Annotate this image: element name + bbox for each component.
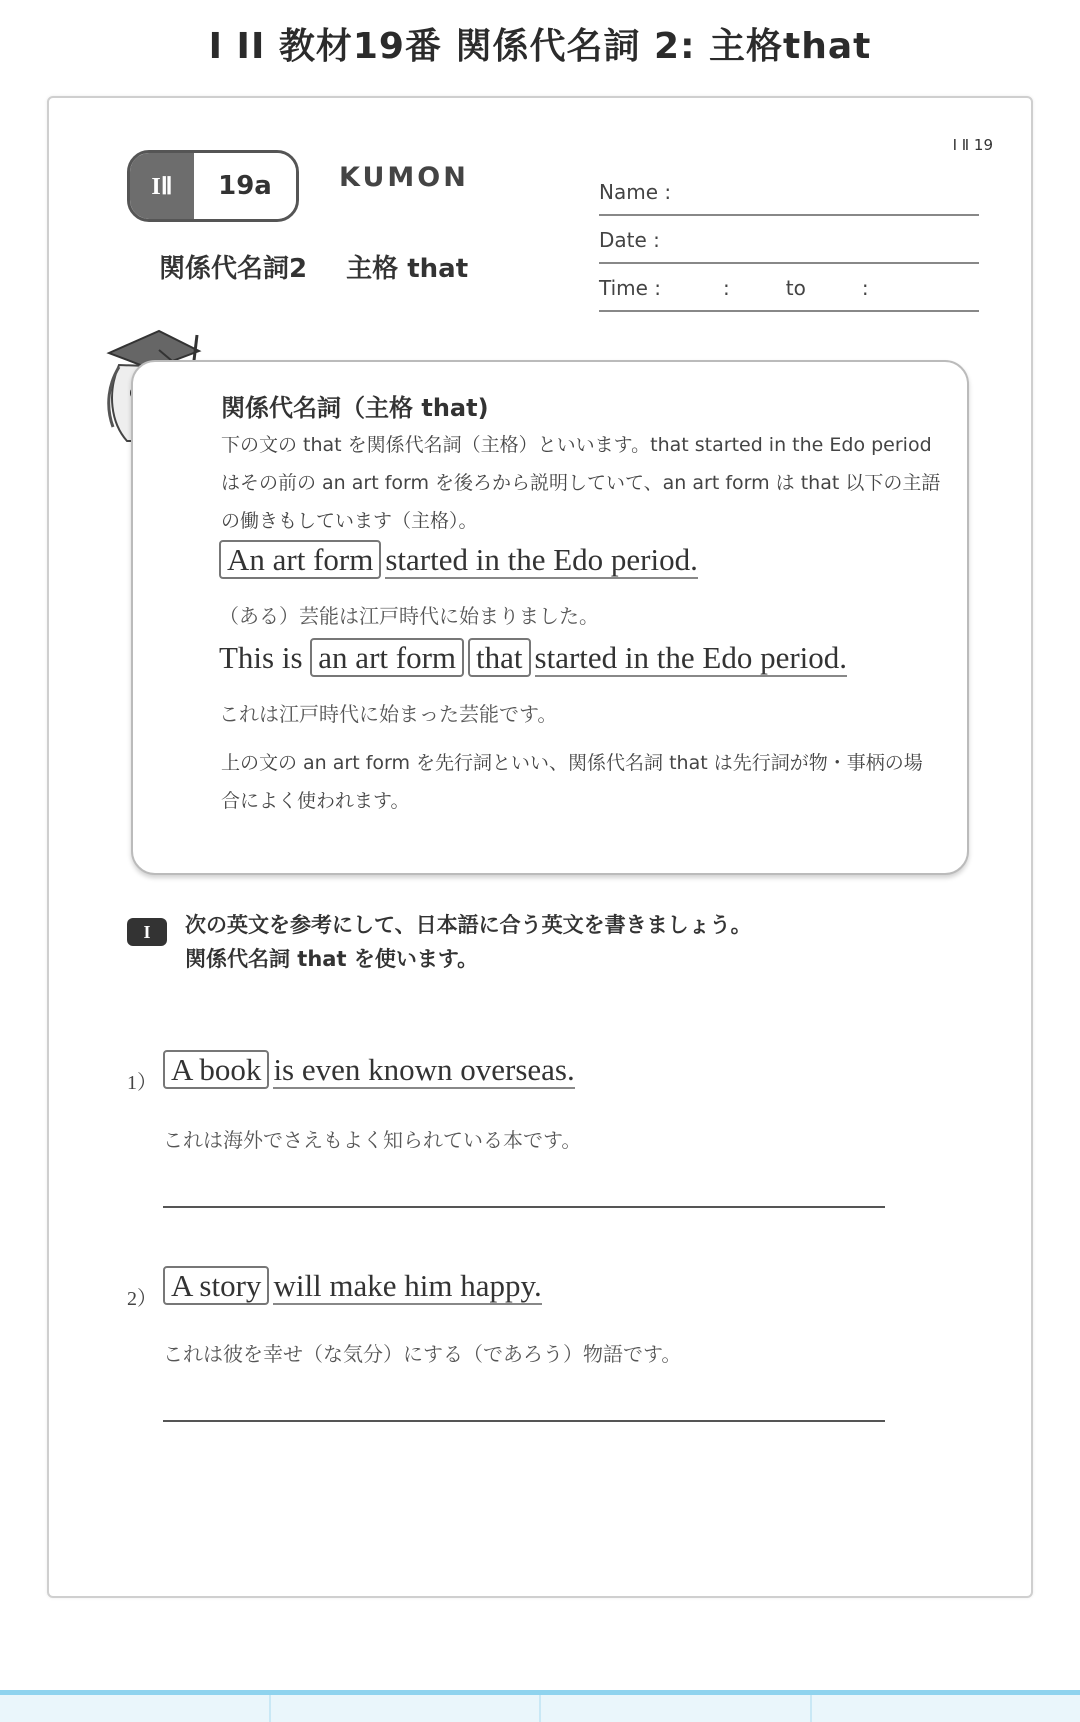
example-1-subject: An art form — [219, 540, 381, 579]
bottom-tab-bar — [0, 1690, 1080, 1722]
example-1-rest: started in the Edo period. — [385, 542, 698, 579]
example-2-noun: an art form — [310, 638, 464, 677]
example-2-that: that — [468, 638, 531, 677]
corner-code: I Ⅱ 19 — [953, 136, 993, 154]
time-to: to — [786, 276, 806, 310]
bottom-tab-1[interactable] — [0, 1695, 271, 1722]
date-label: Date : — [599, 228, 660, 262]
question-2-answer-line[interactable] — [163, 1420, 885, 1422]
example-1-japanese: （ある）芸能は江戸時代に始まりました。 — [219, 600, 599, 629]
heading-main: 関係代名詞2 — [159, 254, 307, 284]
time-sep-2: : — [862, 276, 869, 310]
info-fields — [599, 168, 979, 312]
worksheet-heading — [159, 248, 468, 285]
explanation-title: 関係代名詞（主格 that) — [221, 388, 489, 423]
section-mark: I — [127, 918, 167, 946]
bottom-tab-2[interactable] — [271, 1695, 542, 1722]
example-1-english — [219, 542, 698, 578]
example-2-english — [219, 640, 847, 676]
bottom-tab-4[interactable] — [812, 1695, 1080, 1722]
level-label: IⅡ — [130, 153, 194, 219]
page-title: I II 教材19番 関係代名詞 2: 主格that — [0, 18, 1080, 69]
question-1-number: 1） — [127, 1066, 157, 1095]
level-badge — [127, 150, 299, 222]
question-2-rest: will make him happy. — [273, 1268, 541, 1305]
heading-sub: 主格 that — [346, 254, 468, 284]
explanation-box — [131, 360, 969, 875]
name-field — [599, 168, 979, 216]
question-1-rest: is even known overseas. — [273, 1052, 574, 1089]
section-instruction — [185, 908, 752, 976]
example-2-rest: started in the Edo period. — [535, 640, 848, 677]
instruction-line-1: 次の英文を参考にして、日本語に合う英文を書きましょう。 — [185, 908, 752, 942]
worksheet-number: 19a — [194, 153, 296, 219]
example-2-japanese: これは江戸時代に始まった芸能です。 — [219, 698, 557, 727]
question-2-number: 2） — [127, 1282, 157, 1311]
instruction-line-2: 関係代名詞 that を使います。 — [185, 942, 752, 976]
question-2-japanese: これは彼を幸せ（な気分）にする（であろう）物語です。 — [163, 1338, 681, 1367]
explanation-paragraph-1: 下の文の that を関係代名詞（主格）といいます。that started in the Edo period はその前の an art form を後ろから説明していて、an art form は that 以下の主語の働きもしています（主格）。 — [221, 426, 941, 540]
question-1-answer-line[interactable] — [163, 1206, 885, 1208]
question-2-boxed: A story — [163, 1266, 269, 1305]
question-2-english — [163, 1268, 542, 1304]
question-1-boxed: A book — [163, 1050, 269, 1089]
time-label: Time : — [599, 276, 661, 310]
date-field — [599, 216, 979, 264]
explanation-paragraph-2: 上の文の an art form を先行詞といい、関係代名詞 that は先行詞が物・事柄の場合によく使われます。 — [221, 744, 941, 820]
example-2-this: This is — [219, 640, 303, 675]
question-1-japanese: これは海外でさえもよく知られている本です。 — [163, 1124, 581, 1153]
question-1-english — [163, 1052, 575, 1088]
bottom-tab-3[interactable] — [541, 1695, 812, 1722]
brand-logo: KUMON — [339, 162, 469, 193]
worksheet-image — [47, 96, 1033, 1598]
time-field — [599, 264, 979, 312]
time-sep-1: : — [723, 276, 730, 310]
name-label: Name : — [599, 180, 671, 214]
